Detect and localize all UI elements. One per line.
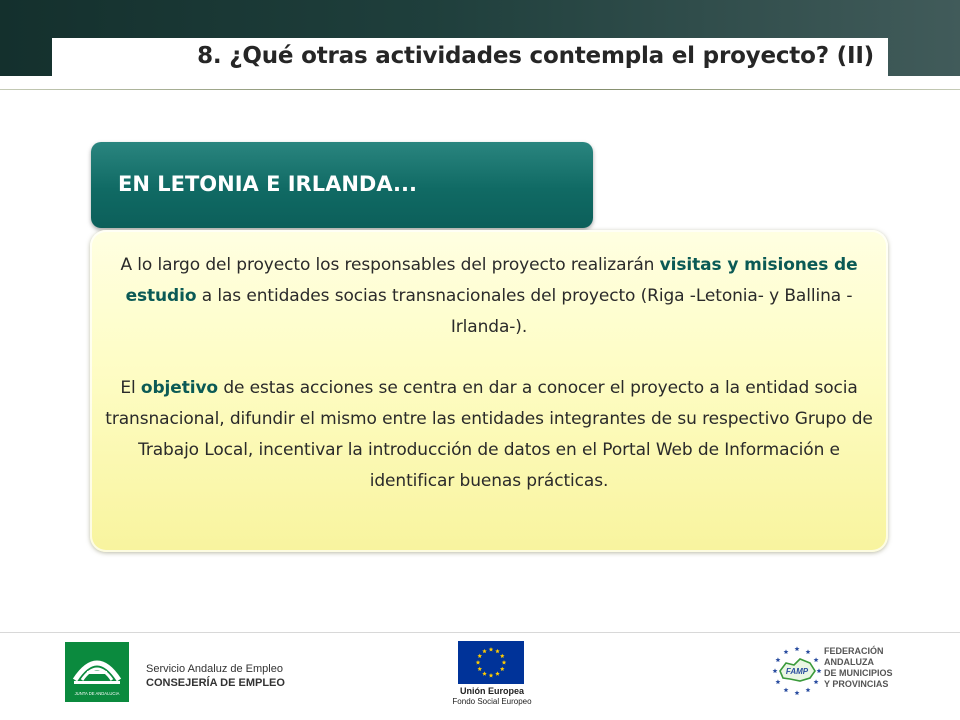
- famp-map-icon: [772, 645, 822, 701]
- paragraph-visits-text-a: A lo largo del proyecto los responsables del proyecto realizarán: [120, 255, 660, 275]
- junta-andalucia-emblem-icon: [65, 642, 129, 706]
- highlight-visits: visitas y misiones de estudio: [125, 255, 858, 306]
- famp-star-icon: [775, 657, 780, 662]
- famp-star-icon: [773, 668, 778, 673]
- famp-star-icon: [775, 679, 780, 684]
- paragraph-objective-text-a: El: [120, 378, 141, 398]
- famp-star-icon: [795, 690, 800, 695]
- famp-line-4: Y PROVINCIAS: [824, 679, 889, 689]
- sae-wordmark: [146, 663, 285, 689]
- svg-text:JUNTA DE ANDALUCIA: JUNTA DE ANDALUCIA: [74, 691, 120, 696]
- section-tab-label: EN LETONIA E IRLANDA...: [118, 172, 417, 196]
- svg-text:FAMP: FAMP: [785, 667, 809, 676]
- famp-wordmark: [824, 646, 893, 690]
- eu-name: Unión Europea: [459, 686, 524, 696]
- famp-line-3: DE MUNICIPIOS: [824, 668, 893, 678]
- famp-line-1: FEDERACIÓN: [824, 646, 884, 656]
- content-box: [90, 230, 888, 552]
- famp-star-icon: [795, 646, 800, 651]
- eu-caption: [438, 686, 546, 706]
- famp-star-icon: [814, 657, 819, 662]
- highlight-objective: objetivo: [140, 378, 219, 398]
- famp-star-icon: [806, 687, 811, 692]
- sae-name: Servicio Andaluz de Empleo: [146, 663, 283, 675]
- paragraph-visits-text-b: a las entidades socias transnacionales del proyecto (Riga -Letonia- y Ballina -Irlanda-).: [196, 286, 853, 337]
- paragraph-visits: [104, 250, 874, 343]
- famp-star-icon: [784, 687, 789, 692]
- famp-star-icon: [817, 668, 822, 673]
- title-box: [52, 38, 888, 76]
- header-divider: [0, 89, 960, 90]
- consejeria-name: CONSEJERÍA DE EMPLEO: [146, 677, 285, 689]
- famp-line-2: ANDALUZA: [824, 657, 874, 667]
- section-tab: [91, 142, 593, 228]
- famp-star-icon: [806, 649, 811, 654]
- footer-divider: [0, 632, 960, 633]
- famp-star-icon: [814, 679, 819, 684]
- content-text: [104, 250, 874, 497]
- famp-star-icon: [784, 649, 789, 654]
- paragraph-objective-text-b: de estas acciones se centra en dar a conocer el proyecto a la entidad socia transnacional, difundir el mismo entre las entidades integrantes de su respectivo Grupo de Trabajo Local, incentivar la introducción de datos en el Portal Web de Información e identificar buenas prácticas.: [105, 378, 873, 491]
- paragraph-objective: [104, 373, 874, 497]
- eu-fund-name: Fondo Social Europeo: [452, 697, 532, 706]
- slide-title: 8. ¿Qué otras actividades contempla el proyecto? (II): [197, 43, 874, 69]
- eu-flag-icon: [458, 641, 524, 688]
